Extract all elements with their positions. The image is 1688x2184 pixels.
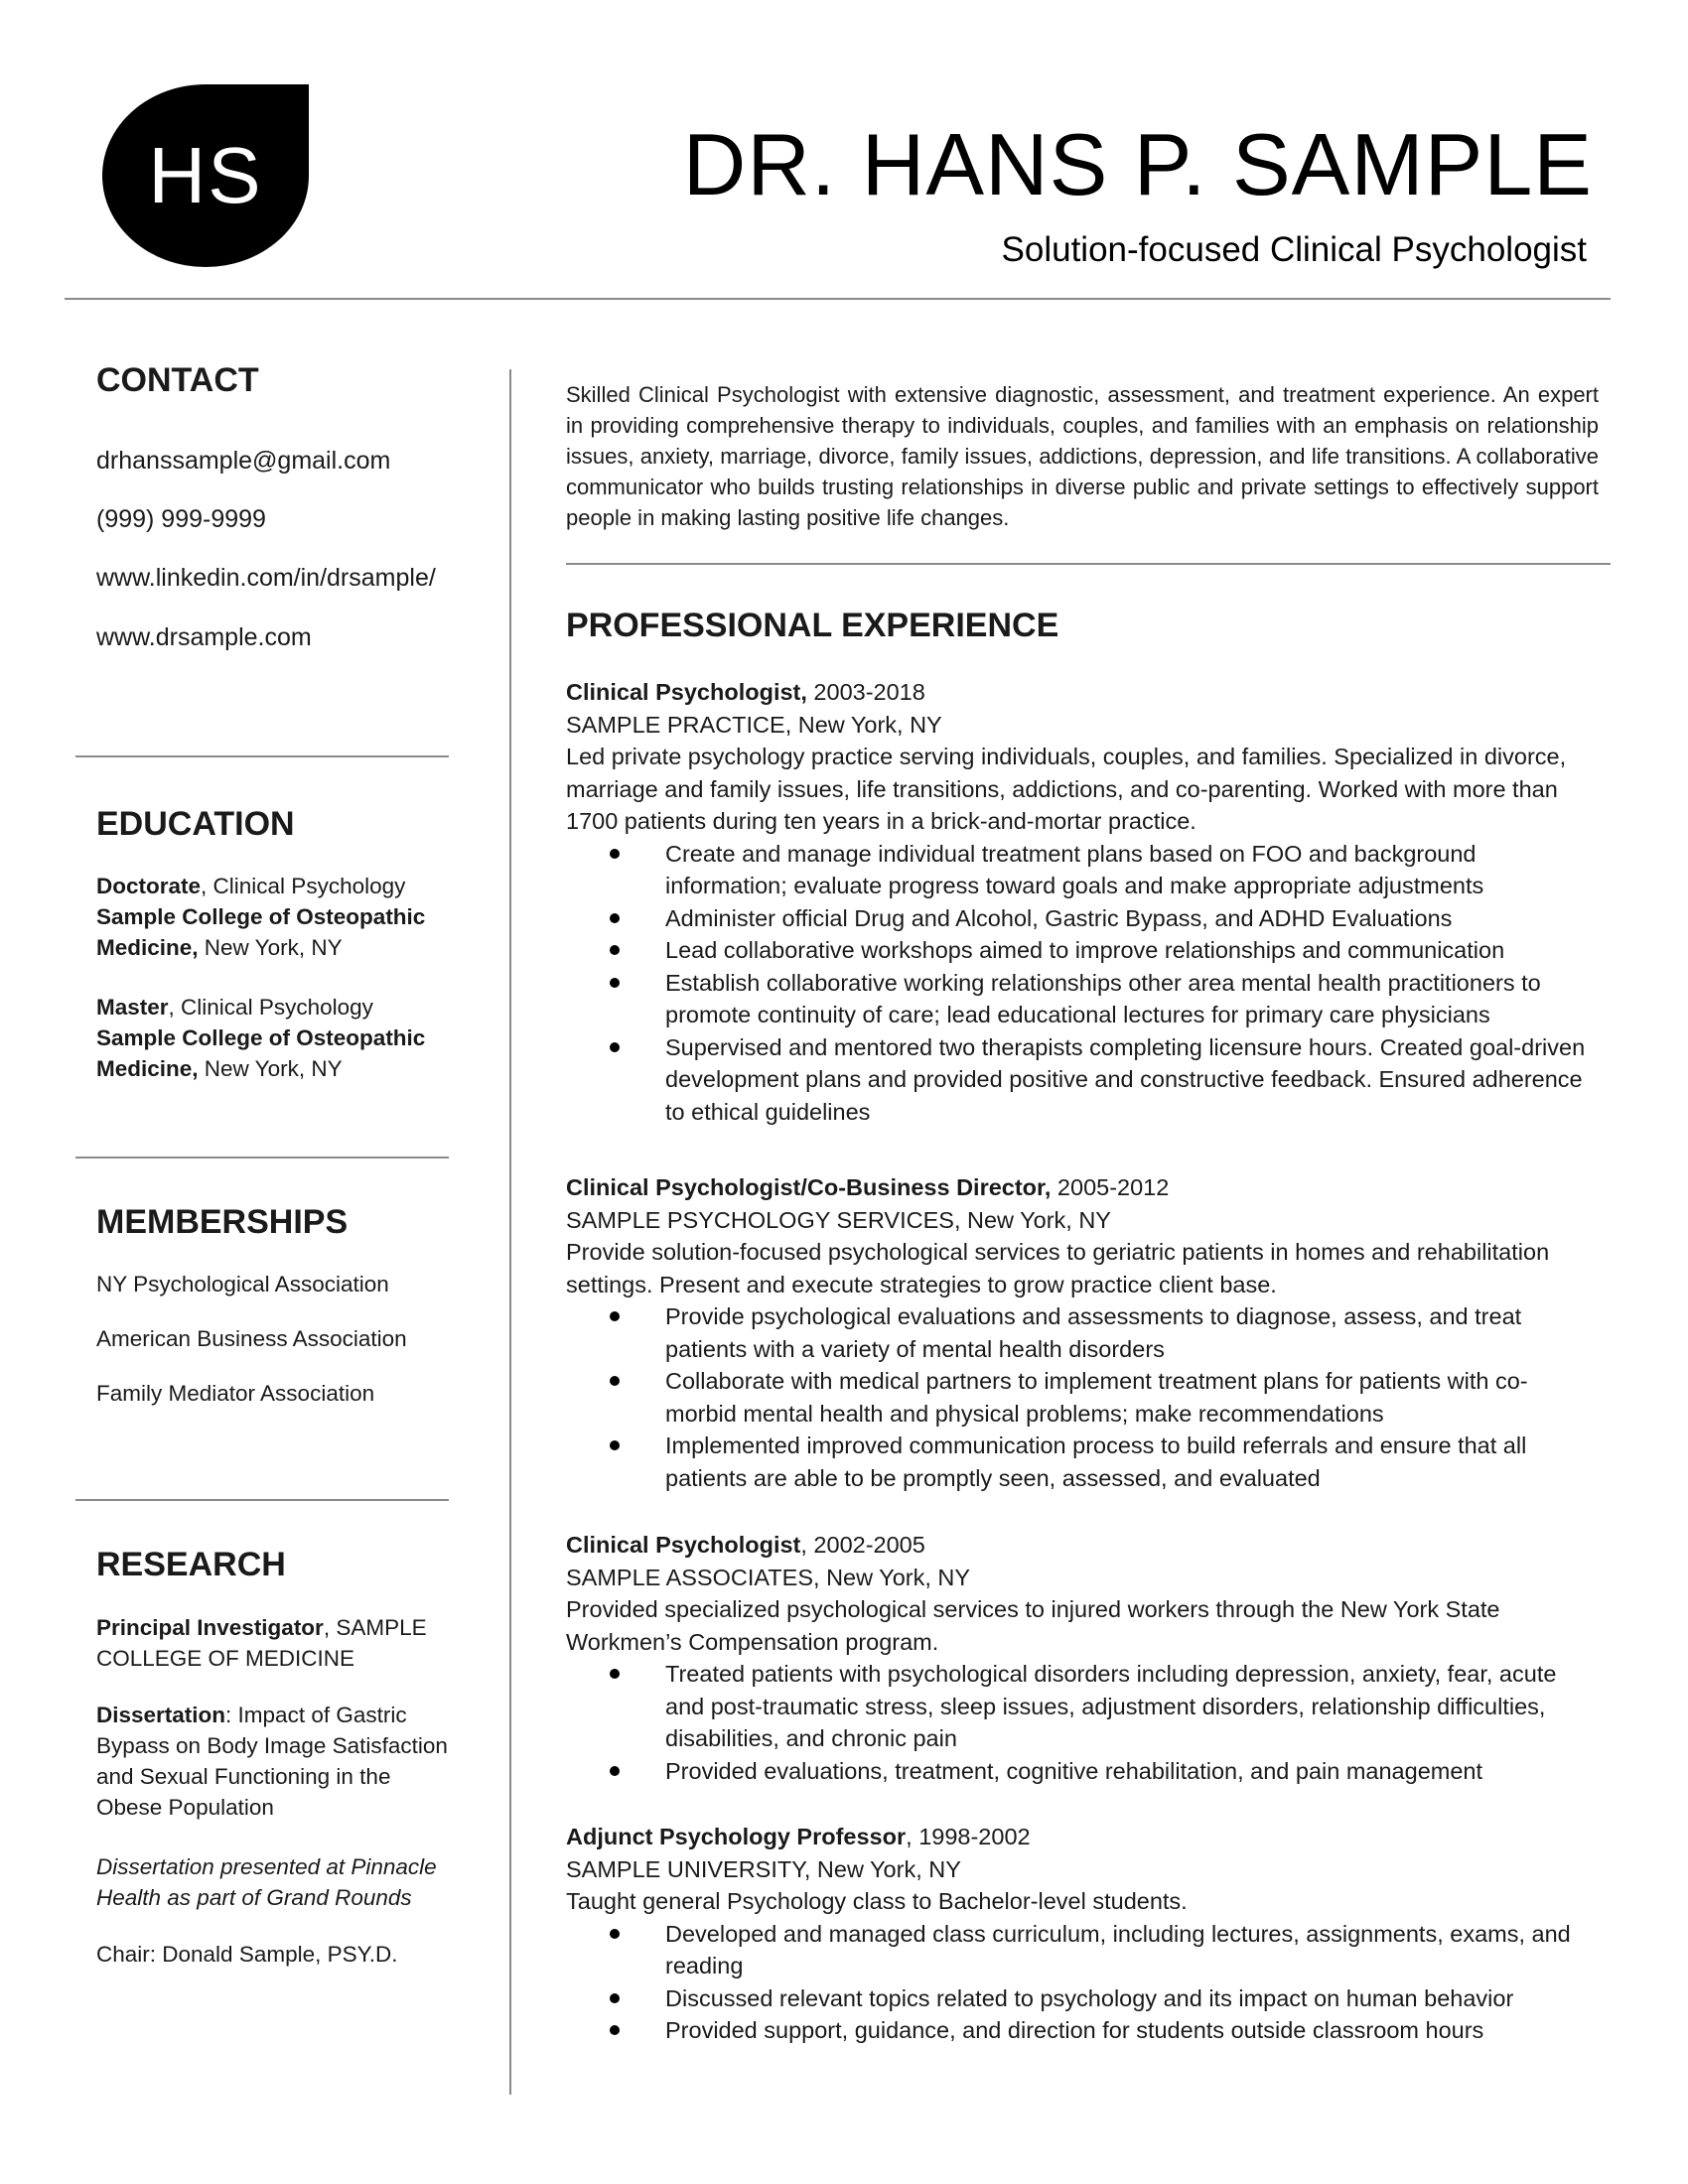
membership-item: NY Psychological Association	[96, 1272, 389, 1297]
research-presented: Dissertation presented at Pinnacle Health as part of Grand Rounds	[96, 1854, 437, 1910]
job-bullet: Treated patients with psychological disorders including depression, anxiety, fear, acute and post-traumatic stress, sleep issues, adjustment disorders, relationship difficulties, disabilities, and chronic pain	[665, 1658, 1599, 1755]
research-pi-text: , SAMPLE COLLEGE OF MEDICINE	[96, 1615, 427, 1671]
education-section	[96, 805, 484, 844]
education-degree: Master	[96, 995, 169, 1020]
job-entry	[566, 1171, 1599, 1494]
job-employer: SAMPLE ASSOCIATES, New York, NY	[566, 1564, 971, 1590]
job-bullet: Developed and managed class curriculum, including lectures, assignments, exams, and reading	[665, 1918, 1599, 1982]
education-school: Sample College of Osteopathic Medicine,	[96, 904, 426, 960]
research-section	[96, 1546, 484, 1584]
contact-email[interactable]: drhanssample@gmail.com	[96, 447, 391, 475]
job-bullet: Implemented improved communication process to build referrals and ensure that all patients are able to be promptly seen, assessed, and evaluated	[665, 1430, 1599, 1494]
job-entry	[566, 1529, 1599, 1787]
job-dates: , 2002-2005	[800, 1532, 925, 1558]
research-diss-label: Dissertation	[96, 1703, 226, 1727]
membership-item: Family Mediator Association	[96, 1381, 375, 1406]
memberships-heading: MEMBERSHIPS	[96, 1203, 349, 1241]
job-bullet: Supervised and mentored two therapists completing licensure hours. Created goal-driven development plans and provided positive and constructive feedback. Ensured adherence to ethical guidelines	[665, 1031, 1599, 1129]
section-divider	[75, 1157, 449, 1159]
education-heading: EDUCATION	[96, 805, 295, 843]
job-bullet: Administer official Drug and Alcohol, Gastric Bypass, and ADHD Evaluations	[665, 902, 1599, 935]
job-bullet: Lead collaborative workshops aimed to improve relationships and communication	[665, 934, 1599, 967]
education-location: New York, NY	[198, 935, 343, 960]
job-bullet: Provide psychological evaluations and assessments to diagnose, assess, and treat patients with a variety of mental health disorders	[665, 1300, 1599, 1365]
job-bullets	[566, 1918, 1599, 2047]
education-item	[96, 992, 474, 1084]
experience-heading: PROFESSIONAL EXPERIENCE	[566, 607, 1059, 644]
job-bullet: Establish collaborative working relationships other area mental health practitioners to promote continuity of care; lead educational lectures for primary care physicians	[665, 967, 1599, 1031]
job-bullet: Collaborate with medical partners to implement treatment plans for patients with co-morbid mental health and physical problems; make recommendations	[665, 1365, 1599, 1430]
job-dates: 2003-2018	[806, 679, 925, 705]
job-description: Provided specialized psychological services to injured workers through the New York State Workmen’s Compensation program.	[566, 1596, 1500, 1655]
job-description: Taught general Psychology class to Bachelor-level students.	[566, 1888, 1188, 1914]
research-chair: Chair: Donald Sample, PSY.D.	[96, 1942, 398, 1967]
research-dissertation	[96, 1700, 454, 1823]
column-divider	[509, 369, 511, 2095]
education-degree: Doctorate	[96, 874, 202, 898]
summary-divider	[566, 563, 1611, 565]
profile-summary: Skilled Clinical Psychologist with extensive diagnostic, assessment, and treatment experience. An expert in providing comprehensive therapy to individuals, couples, and families with an emphasis on relationship issues, anxiety, marriage, divorce, family issues, addictions, depression, and life transitions. A collaborative communicator who builds trusting relationships in diverse public and private settings to effectively support people in making lasting positive life changes.	[566, 382, 1599, 530]
job-bullet: Discussed relevant topics related to psychology and its impact on human behavior	[665, 1982, 1599, 2015]
research-diss-text: : Impact of Gastric Bypass on Body Image Satisfaction and Sexual Functioning in the Obese Population	[96, 1703, 448, 1820]
job-bullet: Create and manage individual treatment plans based on FOO and background information; evaluate progress toward goals and make appropriate adjustments	[665, 838, 1599, 902]
education-item	[96, 871, 474, 963]
job-dates: 2005-2012	[1051, 1174, 1170, 1200]
job-bullet: Provided support, guidance, and direction for students outside classroom hours	[665, 2014, 1599, 2047]
education-location: New York, NY	[198, 1056, 343, 1081]
research-heading: RESEARCH	[96, 1546, 286, 1583]
job-employer: SAMPLE PSYCHOLOGY SERVICES, New York, NY	[566, 1206, 1111, 1233]
membership-item: American Business Association	[96, 1326, 407, 1351]
job-entry	[566, 676, 1599, 1128]
section-divider	[75, 1499, 449, 1501]
section-divider	[75, 755, 449, 757]
contact-phone[interactable]: (999) 999-9999	[96, 505, 266, 533]
job-bullets	[566, 838, 1599, 1129]
job-employer: SAMPLE UNIVERSITY, New York, NY	[566, 1855, 961, 1882]
job-title: Clinical Psychologist	[566, 1532, 801, 1558]
research-pi	[96, 1612, 454, 1674]
education-school: Sample College of Osteopathic Medicine,	[96, 1025, 426, 1081]
research-pi-label: Principal Investigator	[96, 1615, 324, 1640]
job-bullets	[566, 1658, 1599, 1787]
contact-website[interactable]: www.drsample.com	[96, 623, 312, 651]
job-employer: SAMPLE PRACTICE, New York, NY	[566, 711, 942, 738]
job-title: Adjunct Psychology Professor	[566, 1824, 907, 1849]
header-divider	[65, 298, 1611, 300]
memberships-section	[96, 1203, 484, 1242]
contact-linkedin[interactable]: www.linkedin.com/in/drsample/	[96, 564, 436, 592]
contact-heading: CONTACT	[96, 361, 259, 399]
job-title: Clinical Psychologist/Co-Business Director,	[566, 1174, 1052, 1200]
job-bullet: Provided evaluations, treatment, cognitive rehabilitation, and pain management	[665, 1755, 1599, 1788]
initials-logo	[102, 84, 309, 267]
candidate-subtitle: Solution-focused Clinical Psychologist	[1001, 230, 1587, 269]
job-title: Clinical Psychologist,	[566, 679, 807, 705]
job-dates: , 1998-2002	[906, 1824, 1031, 1849]
job-description: Led private psychology practice serving individuals, couples, and families. Specialized in divorce, marriage and family issues, life transitions, addictions, and co-parenting. Worked with more than 1700 patients during ten years in a brick-and-mortar practice.	[566, 744, 1567, 834]
job-entry	[566, 1821, 1599, 2047]
logo-initials: HS	[148, 131, 263, 219]
job-description: Provide solution-focused psychological services to geriatric patients in homes and rehabilitation settings. Present and execute strategies to grow practice client base.	[566, 1239, 1550, 1297]
education-field: , Clinical Psychology	[201, 874, 406, 898]
contact-section	[96, 361, 484, 400]
job-bullets	[566, 1300, 1599, 1494]
education-field: , Clinical Psychology	[168, 995, 373, 1020]
candidate-name: DR. HANS P. SAMPLE	[682, 115, 1593, 213]
